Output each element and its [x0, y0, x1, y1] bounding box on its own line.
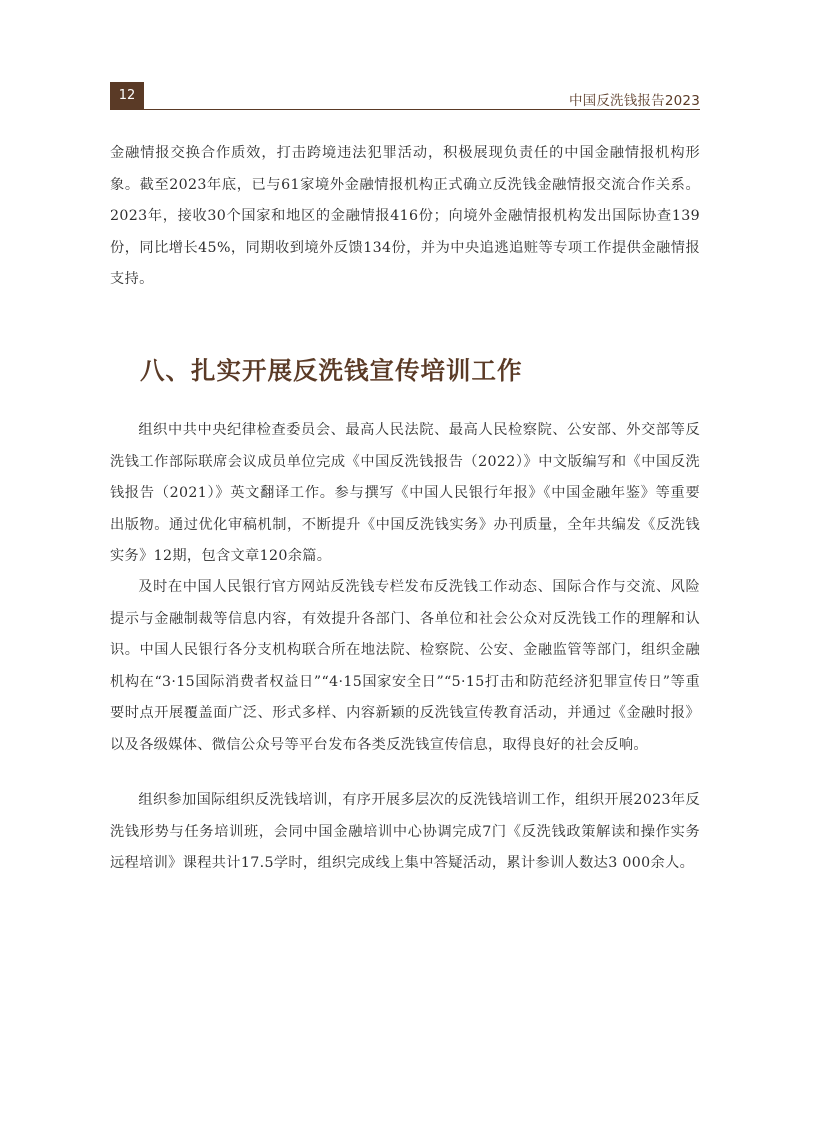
body-paragraph-3: 组织参加国际组织反洗钱培训，有序开展多层次的反洗钱培训工作，组织开展2023年反洗钱形势与任务培训班，会同中国金融培训中心协调完成7门《反洗钱政策解读和操作实务远程培训》课程共计17.5学时，组织完成线上集中答疑活动，累计参训人数达3 000余人。 — [110, 792, 700, 871]
page-number: 12 — [110, 82, 144, 110]
intro-paragraph: 金融情报交换合作质效，打击跨境违法犯罪活动，积极展现负责任的中国金融情报机构形象。截至2023年底，已与61家境外金融情报机构正式确立反洗钱金融情报交流合作关系。2023年，接收30个国家和地区的金融情报416份；向境外金融情报机构发出国际协查139份，同比增长45%，同期收到境外反馈134份，并为中央追逃追赃等专项工作提供金融情报支持。 — [110, 145, 700, 287]
header-divider — [110, 109, 700, 110]
body-paragraph-1: 组织中共中央纪律检查委员会、最高人民法院、最高人民检察院、公安部、外交部等反洗钱工作部际联席会议成员单位完成《中国反洗钱报告（2022）》中文版编写和《中国反洗钱报告（2021）》英文翻译工作。参与撰写《中国人民银行年报》《中国金融年鉴》等重要出版物。通过优化审稿机制，不断提升《中国反洗钱实务》办刊质量，全年共编发《反洗钱实务》12期，包含文章120余篇。 — [110, 422, 700, 564]
body-paragraph-2: 及时在中国人民银行官方网站反洗钱专栏发布反洗钱工作动态、国际合作与交流、风险提示与金融制裁等信息内容，有效提升各部门、各单位和社会公众对反洗钱工作的理解和认识。中国人民银行各分支机构联合所在地法院、检察院、公安、金融监管等部门，组织金融机构在“3·15国际消费者权益日”“4·15国家安全日”“5·15打击和防范经济犯罪宣传日”等重要时点开展覆盖面广泛、形式多样、内容新颖的反洗钱宣传教育活动，并通过《金融时报》以及各级媒体、微信公众号等平台发布各类反洗钱宣传信息，取得良好的社会反响。 — [110, 579, 700, 753]
section-heading: 八、扎实开展反洗钱宣传培训工作 — [140, 356, 523, 385]
report-title: 中国反洗钱报告2023 — [568, 93, 700, 109]
